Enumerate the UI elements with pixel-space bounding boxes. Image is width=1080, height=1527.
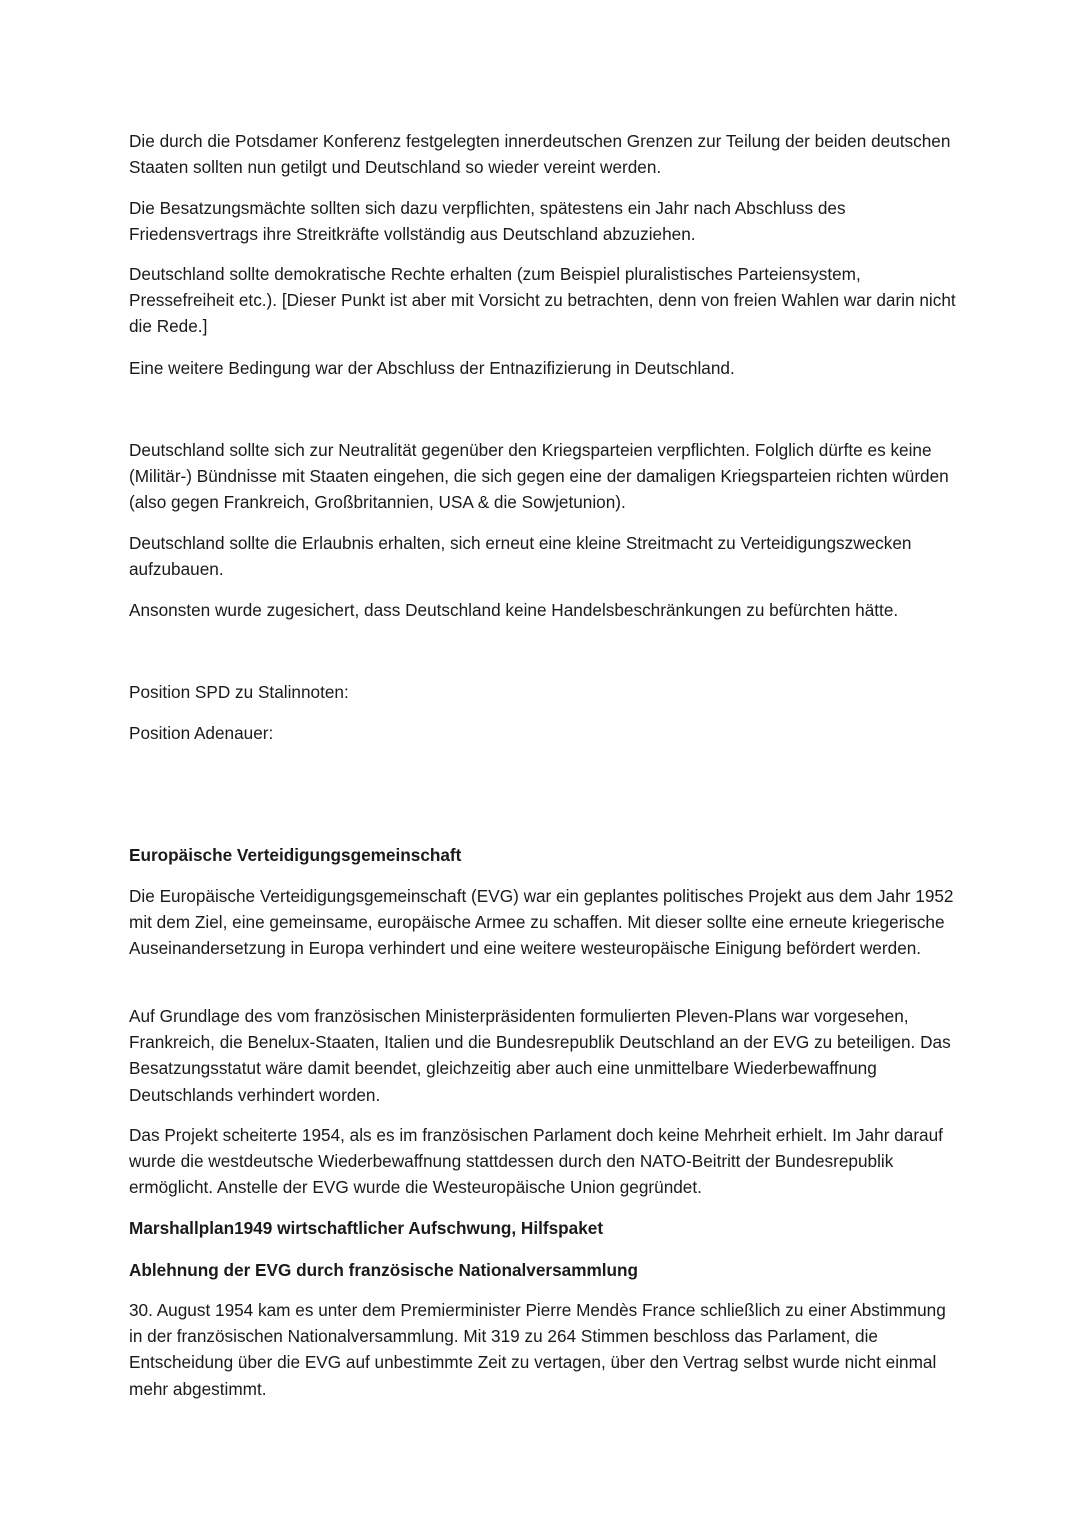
paragraph-democratic-rights: Deutschland sollte demokratische Rechte erhalten (zum Beispiel pluralistisches Parteiensystem, Pressefreiheit etc.). [Dieser Punkt ist aber mit Vorsicht zu betrachten, denn von freien Wahlen war darin nicht die Rede.] <box>129 264 956 337</box>
heading-evg: Europäische Verteidigungsgemeinschaft <box>129 845 462 865</box>
paragraph-neutrality: Deutschland sollte sich zur Neutralität gegenüber den Kriegsparteien verpflichten. Folglich dürfte es keine (Militär-) Bündnisse mit Staaten eingehen, die sich gegen eine der damaligen Kriegsparteien richten würden (also gegen Frankreich, Großbritannien, USA & die Sowjetunion). <box>129 440 949 513</box>
paragraph-occupation-withdrawal: Die Besatzungsmächte sollten sich dazu verpflichten, spätestens ein Jahr nach Abschluss des Friedensvertrags ihre Streitkräfte vollständig aus Deutschland abzuziehen. <box>129 198 846 245</box>
paragraph-pleven-plan: Auf Grundlage des vom französischen Ministerpräsidenten formulierten Pleven-Plans war vorgesehen, Frankreich, die Benelux-Staaten, Italien und die Bundesrepublik Deutschland an der EVG zu beteiligen. Das Besatzungsstatut wäre damit beendet, gleichzeitig aber auch eine unmittelbare Wiederbewaffnung Deutschlands verhindert worden. <box>129 1006 951 1105</box>
paragraph-evg-intro: Die Europäische Verteidigungsgemeinschaft (EVG) war ein geplantes politisches Projekt aus dem Jahr 1952 mit dem Ziel, eine gemeinsame, europäische Armee zu schaffen. Mit dieser sollte eine erneute kriegerische Auseinandersetzung in Europa verhindert und eine weitere westeuropäische Einigung befördert werden. <box>129 886 954 959</box>
paragraph-trade-restrictions: Ansonsten wurde zugesichert, dass Deutschland keine Handelsbeschränkungen zu befürchten hätte. <box>129 600 899 620</box>
heading-evg-rejection: Ablehnung der EVG durch französische Nationalversammlung <box>129 1260 639 1280</box>
paragraph-national-assembly-vote: 30. August 1954 kam es unter dem Premierminister Pierre Mendès France schließlich zu einer Abstimmung in der französischen Nationalversammlung. Mit 319 zu 264 Stimmen beschloss das Parlament, die Entscheidung über die EVG auf unbestimmte Zeit zu vertagen, über den Vertrag selbst wurde nicht einmal mehr abgestimmt. <box>129 1300 946 1399</box>
heading-marshallplan: Marshallplan1949 wirtschaftlicher Aufschwung, Hilfspaket <box>129 1218 604 1238</box>
paragraph-denazification: Eine weitere Bedingung war der Abschluss der Entnazifizierung in Deutschland. <box>129 358 735 378</box>
paragraph-defense-force: Deutschland sollte die Erlaubnis erhalten, sich erneut eine kleine Streitmacht zu Verteidigungszwecken aufzubauen. <box>129 533 912 580</box>
paragraph-potsdam-borders: Die durch die Potsdamer Konferenz festgelegten innerdeutschen Grenzen zur Teilung der beiden deutschen Staaten sollten nun getilgt und Deutschland so wieder vereint werden. <box>129 131 951 178</box>
paragraph-position-adenauer: Position Adenauer: <box>129 723 274 743</box>
paragraph-evg-failure: Das Projekt scheiterte 1954, als es im französischen Parlament doch keine Mehrheit erhielt. Im Jahr darauf wurde die westdeutsche Wiederbewaffnung stattdessen durch den NATO-Beitritt der Bundesrepublik ermöglicht. Anstelle der EVG wurde die Westeuropäische Union gegründet. <box>129 1125 943 1198</box>
paragraph-position-spd: Position SPD zu Stalinnoten: <box>129 682 349 702</box>
